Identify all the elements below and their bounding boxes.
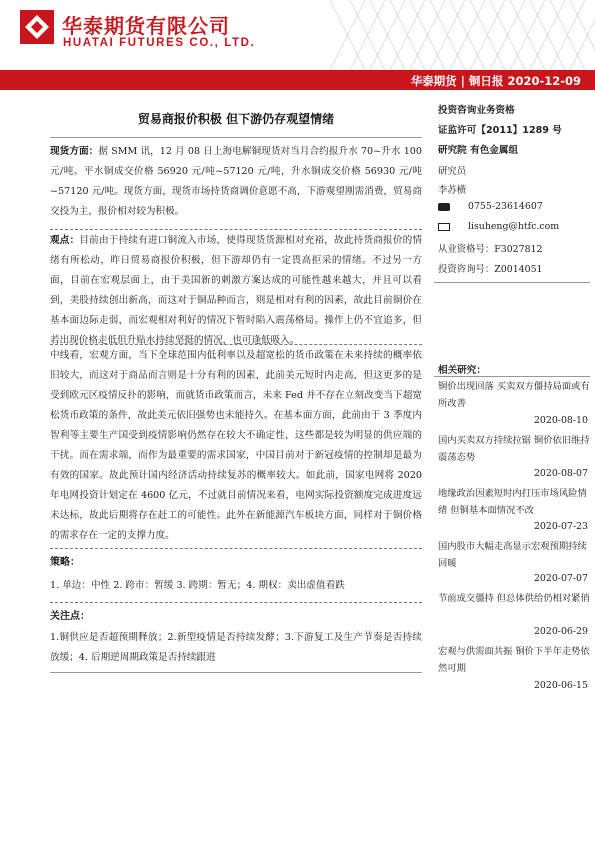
view-label: 观点： [50, 235, 80, 246]
section-divider-3 [50, 548, 422, 549]
focus-heading: 关注点： [50, 611, 90, 622]
view-text: 目前由于持续有进口铜流入市场，使得现货货源相对充裕，故此持货商报价的情绪有所松动，昨日贸易商报价积极，但下游却仍有一定畏高拒采的情绪。不过另一方面，目前在宏观层面上，由于美国新的刺激方案达成的可能性越来越大，并且可以看到，美股持续创出新高，而这对于铜品种而言，则是相对有利的因素，故此目前铜价在基本面边际走弱，而宏观相对利好的情况下暂时陷入震荡格局。操作上仍不宜追多，但若出现价格走低但升贴水持续坚挺的情况，也可逢低吸入。 [50, 235, 423, 346]
midterm-paragraph [50, 346, 422, 546]
midterm-text: 中线看，宏观方面，当下全球范围内低利率以及超宽松的货币政策在未来持续的概率依旧较大，而这对于商品而言则是十分有利的因素，此前美元短时内走高，但这更多的是受到欧元区疫情反扑的影响，而就货币政策而言，未来 Fed 并不存在立刻改变当下超宽松货币政策的条件，故此美元依旧强势也未能持久。在基本面方面，此前由于 3 季度内智利等主要生产国受到疫情影响仍然存在较大不确定性，这些都是较为明显的供应端的干扰。而在需求端，而作为最重要的需求国家，中国目前对于新冠疫情的控制却是最为有效的国家。故此预计国内经济活动持续复苏的概率较大。如此前，国家电网将 2020 年电网投资计划定在 4600 亿元，不过就目前情况来看，电网实际投资额度完成进度远未达标，故此后期将存在赶工的可能性。此外在新能源汽车板块方面，同样对于铜价格的需求存在一定的支撑力度。 [50, 350, 422, 541]
related-item-title[interactable]: 铜价出现回落 买卖双方僵持局面或有所改善 [438, 381, 590, 409]
related-item-title[interactable]: 国内买卖双方持续拉锯 铜价依旧维持震荡态势 [438, 435, 590, 463]
related-item-title[interactable]: 国内股市大幅走高显示宏观预期持续回暖 [438, 541, 587, 569]
spot-paragraph [50, 142, 422, 226]
banner-text [411, 73, 581, 89]
institute-label: 研究院 有色金属组 [438, 145, 519, 156]
logo-mark-icon [20, 10, 54, 44]
related-item-title[interactable]: 地缘政治因素短时内打压市场风险情绪 但铜基本面情况不改 [438, 488, 587, 516]
email-row [438, 221, 559, 232]
view-paragraph [50, 231, 423, 346]
title-divider [50, 137, 422, 138]
mail-icon [438, 223, 450, 231]
spot-label: 现货方面： [50, 146, 99, 157]
bottom-divider [50, 672, 422, 673]
related-item-date: 2020-08-10 [533, 415, 588, 426]
related-item-date: 2020-06-15 [533, 680, 588, 691]
license-label: 证监许可【2011】1289 号 [438, 125, 562, 136]
section-divider [50, 229, 422, 230]
phone-row [438, 201, 543, 212]
related-item-date: 2020-08-07 [533, 468, 588, 479]
banner-date: 2020-12-09 [507, 74, 581, 88]
practice-number: 从业资格号：F3027812 [438, 244, 543, 255]
related-item-title[interactable]: 宏观与供需面共振 铜价下半年走势依然可期 [438, 646, 590, 674]
analyst-name: 李苏横 [438, 185, 467, 196]
focus-text: 1.铜供应是否超预期释放；2.新型疫情是否持续发酵；3.下游复工及生产节奏是否持续放缓；4. 后期逆周期政策是否持续跟进 [50, 632, 422, 663]
related-heading: 相关研究： [438, 365, 486, 376]
report-banner [0, 70, 595, 90]
sidebar-divider [434, 282, 590, 283]
qualification-label: 投资咨询业务资格 [438, 105, 515, 116]
strategy-heading: 策略： [50, 557, 80, 568]
related-item-date: 2020-07-23 [533, 521, 588, 532]
banner-section: 铜日报 [468, 74, 504, 88]
analyst-role: 研究员 [438, 166, 467, 177]
related-item-date: 2020-07-07 [533, 573, 588, 584]
related-item-date: 2020-06-29 [533, 626, 588, 637]
phone-icon [438, 203, 450, 211]
section-divider-2 [50, 344, 422, 345]
related-divider [434, 376, 590, 377]
section-divider-4 [50, 602, 422, 603]
header-decorative-pattern [330, 0, 595, 70]
strategy-text: 1. 单边：中性 2. 跨市：暂缓 3. 跨期：暂无；4. 期权：卖出虚值看跌 [50, 580, 345, 591]
advisory-number: 投资咨询号：Z0014051 [438, 264, 543, 275]
spot-text: 据 SMM 讯，12 月 08 日上海电解铜现货对当月合约报升水 70~升水 100 元/吨。平水铜成交价格 56920 元/吨~57120 元/吨，升水铜成交价格 56930 元/吨~57120 元/吨。现货方面，现货市场持货商调价意愿不高，下游观望刚需消费，贸易商交投为主，报价相对较为积极。 [50, 146, 423, 217]
report-title: 贸易商报价积极 但下游仍存观望情绪 [137, 112, 335, 126]
phone-number: 0755-23614607 [468, 201, 543, 212]
email-address[interactable]: lisuheng@htfc.com [468, 221, 560, 232]
related-item-title[interactable]: 节前成交僵持 但总体供给仍相对紧俏 [438, 593, 590, 604]
banner-separator: | [460, 74, 469, 88]
company-name-en: HUATAI FUTURES CO., LTD. [63, 37, 256, 49]
banner-brand: 华泰期货 [410, 74, 457, 88]
company-logo [20, 10, 54, 44]
company-name-cn: 华泰期货有限公司 [62, 14, 230, 38]
